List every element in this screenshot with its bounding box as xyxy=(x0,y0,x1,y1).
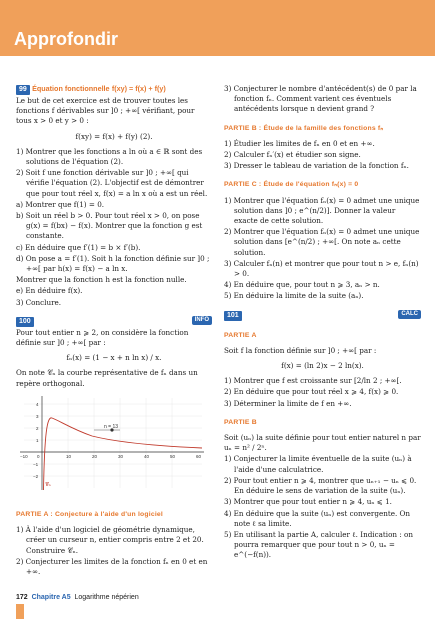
graph-grid xyxy=(24,398,202,488)
question: 1) Montrer que les fonctions a ln où a ∈ ℝ sont des solutions de l'équation (2). xyxy=(16,146,203,167)
exercise-100-heading xyxy=(16,316,212,328)
y-tick-label: −2 xyxy=(33,473,39,479)
sub-question: a) Montrer que f(1) = 0. xyxy=(16,199,105,209)
part-heading: PARTIE A xyxy=(224,331,257,339)
x-tick-label: 20 xyxy=(92,453,98,459)
question: 2) Conjecturer les limites de la fonction fₙ en 0 et en +∞. xyxy=(16,556,208,577)
part-heading: PARTIE B xyxy=(224,418,257,426)
sub-question: d) On pose a = f′(1). Soit h la fonction définie sur ]0 ; +∞[ par h(x) = f(x) − a ln x. xyxy=(16,253,210,274)
exercise-number: 100 xyxy=(16,317,34,327)
x-tick-label: 10 xyxy=(66,453,72,459)
question: 1) Montrer que l'équation fₙ(x) = 0 admet une unique solution dans ]0 ; e^(n/2)]. Donner la valeur exacte de cette solution. xyxy=(224,195,420,226)
function-graph xyxy=(16,394,206,492)
y-tick-label: 1 xyxy=(36,437,39,443)
footer-color-tab xyxy=(16,604,24,619)
question: 4) En déduire que, pour tout n ⩾ 3, aₙ > n. xyxy=(224,280,380,290)
sub-question-continuation: Montrer que la fonction h est la fonction nulle. xyxy=(16,275,187,285)
question: 2) Soit f une fonction dérivable sur ]0 ; +∞[ qui vérifie l'équation (2). L'objectif est de démontrer que pour tout réel x, f(x) = a ln x où a est un réel. xyxy=(16,168,208,198)
question: 2) Montrer que l'équation fₙ(x) = 0 admet une unique solution dans [e^(n/2) ; +∞[. On note aₙ cette solution. xyxy=(224,227,420,257)
x-tick-label: 60 xyxy=(196,453,202,459)
part-heading: PARTIE A : Conjecture à l'aide d'un logiciel xyxy=(16,511,163,519)
question: 1) Conjecturer la limite éventuelle de la suite (uₙ) à l'aide d'une calculatrice. xyxy=(224,454,412,474)
exercise-intro: Soit f la fonction définie sur ]0 ; +∞[ par : xyxy=(224,345,377,355)
display-equation: f(xy) = f(x) + f(y) (2). xyxy=(75,131,153,141)
sub-question: e) En déduire f(x). xyxy=(16,286,83,296)
question: 3) Dresser le tableau de variation de la fonction fₙ. xyxy=(224,161,409,171)
curve-definition: On note 𝒞ₙ la courbe représentative de fₙ dans un repère orthogonal. xyxy=(16,368,198,388)
question: 3) Montrer que pour tout entier n ⩾ 4, uₙ ⩽ 1. xyxy=(224,497,392,507)
exercise-title: Équation fonctionnelle xyxy=(32,84,110,93)
info-tag: INFO xyxy=(192,316,212,325)
exercise-intro: Soit (uₙ) la suite définie pour tout entier naturel n par uₙ = n² / 2ⁿ. xyxy=(224,433,421,453)
y-tick-label: 2 xyxy=(36,425,39,431)
exercise-99-heading xyxy=(16,84,212,95)
y-tick-label: 4 xyxy=(36,401,39,407)
question: 2) Calculer fₙ′(x) et étudier son signe. xyxy=(224,150,361,160)
display-equation: f(x) = (ln 2)x − 2 ln(x). xyxy=(281,361,364,371)
exercise-title-equation: f(xy) = f(x) + f(y) xyxy=(111,84,166,93)
question: 1) Étudier les limites de fₙ en 0 et en +∞. xyxy=(224,138,375,148)
x-tick-label: 40 xyxy=(144,453,150,459)
question: 2) Pour tout entier n ⩾ 4, montrer que uₙ₊₁ − uₙ ⩽ 0. En déduire le sens de variation de la suite (uₙ). xyxy=(224,475,417,496)
sub-question: b) Soit un réel b > 0. Pour tout réel x > 0, on pose g(x) = f(bx) − f(x). Montrer que la fonction g est constante. xyxy=(16,211,203,241)
question: 4) En déduire que la suite (uₙ) est convergente. On note ℓ sa limite. xyxy=(224,508,411,528)
exercise-number: 101 xyxy=(224,311,242,321)
y-tick-label: 3 xyxy=(36,413,39,419)
question: 3) Calculer fₙ(n) et montrer que pour tout n > e, fₙ(n) > 0. xyxy=(224,258,419,279)
x-tick-label: 30 xyxy=(118,453,124,459)
page-footer xyxy=(16,594,139,601)
exercise-101-heading xyxy=(224,310,421,322)
x-tick-label: −10 xyxy=(20,453,28,459)
exercise-number: 99 xyxy=(16,85,30,95)
question: 2) En déduire que pour tout réel x ⩾ 4, f(x) ⩾ 0. xyxy=(224,387,399,397)
part-heading: PARTIE B : Étude de la famille des fonctions fₙ xyxy=(224,124,384,132)
exercise-intro: Pour tout entier n ⩾ 2, on considère la fonction définie sur ]0 ; +∞[ par : xyxy=(16,327,189,348)
question: 5) En utilisant la partie A, calculer ℓ. Indication : on pourra remarquer que pour tout n > 0, uₙ = e^(−f(n)). xyxy=(224,529,414,560)
part-heading: PARTIE C : Étude de l'équation fₙ(x) = 0 xyxy=(224,181,359,189)
x-tick-label: 0 xyxy=(37,453,40,459)
y-tick-label: −1 xyxy=(33,461,39,467)
question: 3) Conclure. xyxy=(16,297,62,307)
question: 3) Déterminer la limite de f en +∞. xyxy=(224,398,352,408)
left-column xyxy=(16,84,212,578)
section-title: Approfondir xyxy=(14,29,118,49)
chapter-title: Logarithme népérien xyxy=(74,594,139,601)
calc-tag: CALC xyxy=(398,310,421,319)
question: 5) En déduire la limite de la suite (aₙ). xyxy=(224,291,364,301)
question: 1) Montrer que f est croissante sur [2/ln 2 ; +∞[. xyxy=(224,376,402,386)
exercise-intro: Le but de cet exercice est de trouver toutes les fonctions f dérivables sur ]0 ; +∞[ vérifiant, pour tous x > 0 et y > 0 : xyxy=(16,96,195,126)
right-column xyxy=(224,84,421,562)
curve-label: 𝒞ₙ xyxy=(45,481,51,488)
x-tick-label: 50 xyxy=(170,453,176,459)
chapter-header-band xyxy=(0,0,435,56)
sub-question: c) En déduire que f′(1) = b × f′(b). xyxy=(16,242,141,252)
display-equation: fₙ(x) = (1 − x + n ln x) / x. xyxy=(66,353,162,363)
question: 3) Conjecturer le nombre d'antécédent(s) de 0 par la fonction fₙ. Comment varient ces éventuels antécédents lorsque n devient grand ? xyxy=(224,84,417,114)
chapter-label: Chapitre A5 xyxy=(31,594,71,601)
page-number: 172 xyxy=(16,594,28,601)
question: 1) À l'aide d'un logiciel de géométrie dynamique, créer un curseur n, entier compris entre 2 et 20. Construire 𝒞ₙ. xyxy=(16,525,204,555)
slider-label: n = 13 xyxy=(104,423,119,430)
